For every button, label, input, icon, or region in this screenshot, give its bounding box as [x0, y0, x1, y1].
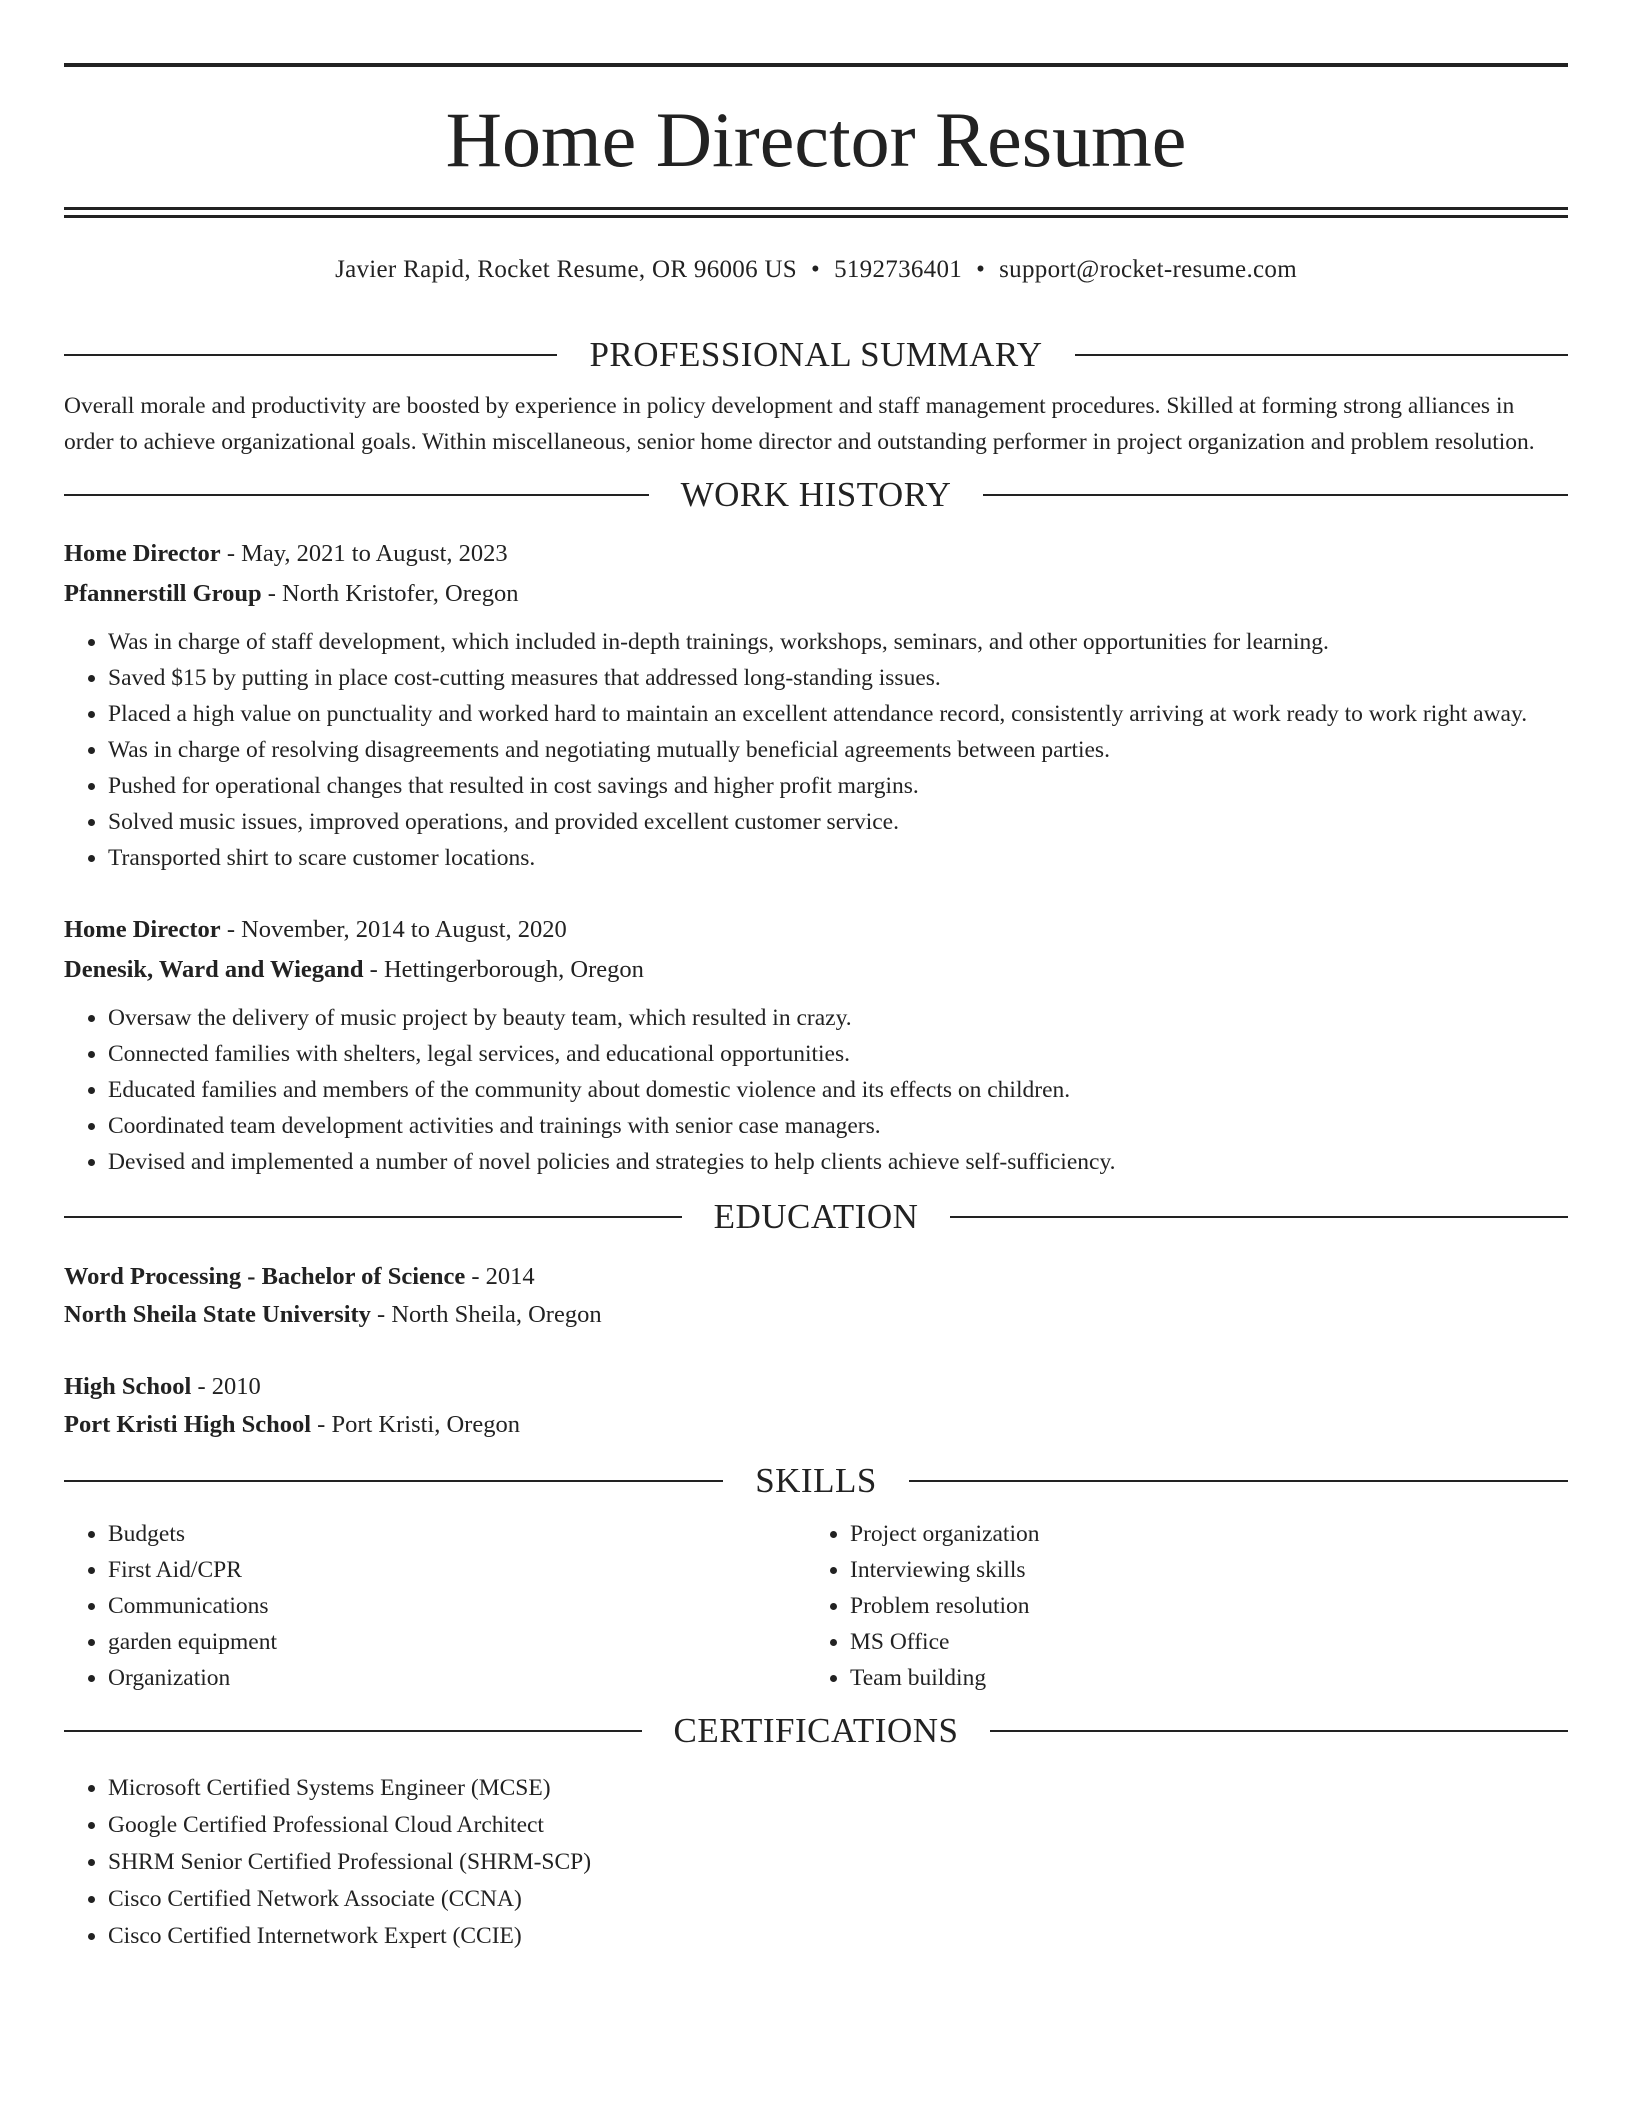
work-history-list — [64, 534, 1568, 1180]
contact-separator: • — [976, 256, 986, 283]
certification-item: • Google Certified Professional Cloud Architect — [108, 1807, 1568, 1844]
job-title-line — [64, 534, 1568, 574]
skill-item: • Communications — [108, 1588, 806, 1624]
skill-item: • Team building — [850, 1660, 1548, 1696]
heading-rule — [64, 1216, 682, 1218]
job-dates: - November, 2014 to August, 2020 — [220, 916, 567, 943]
heading-rule — [1075, 354, 1568, 356]
section-heading-label: EDUCATION — [713, 1197, 919, 1236]
skills-columns — [64, 1516, 1568, 1696]
header-double-rule-upper — [64, 207, 1568, 210]
certification-item: • Microsoft Certified Systems Engineer (MCSE) — [108, 1770, 1568, 1807]
header-top-rule — [64, 63, 1568, 67]
heading-rule — [64, 1480, 723, 1482]
education-year: - 2010 — [191, 1373, 261, 1400]
job-company: Pfannerstill Group — [64, 580, 262, 607]
job-bullet: • Was in charge of resolving disagreements and negotiating mutually beneficial agreements between parties. — [108, 732, 1568, 768]
certification-item: • SHRM Senior Certified Professional (SHRM-SCP) — [108, 1844, 1568, 1881]
education-degree-line — [64, 1368, 1568, 1406]
skill-item: • Budgets — [108, 1516, 806, 1552]
job-bullet: • Educated families and members of the community about domestic violence and its effects on children. — [108, 1072, 1568, 1108]
education-entry — [64, 1368, 1568, 1444]
skills-list-left — [64, 1516, 806, 1696]
section-heading-label: SKILLS — [755, 1461, 877, 1500]
skill-item: • Project organization — [850, 1516, 1548, 1552]
job-dates: - May, 2021 to August, 2023 — [220, 540, 508, 567]
heading-rule — [64, 1730, 642, 1732]
section-heading-label: CERTIFICATIONS — [673, 1711, 959, 1750]
education-degree: Word Processing - Bachelor of Science — [64, 1263, 466, 1290]
heading-rule — [983, 494, 1568, 496]
certification-item: • Cisco Certified Network Associate (CCNA) — [108, 1881, 1568, 1918]
contact-address: Javier Rapid, Rocket Resume, OR 96006 US — [335, 256, 798, 283]
education-school: Port Kristi High School — [64, 1411, 312, 1438]
skill-item: • Organization — [108, 1660, 806, 1696]
job-entry — [64, 910, 1568, 1180]
job-title: Home Director — [64, 540, 221, 567]
job-bullet: • Solved music issues, improved operations, and provided excellent customer service. — [108, 804, 1568, 840]
skill-item: • First Aid/CPR — [108, 1552, 806, 1588]
section-heading-label: WORK HISTORY — [680, 475, 952, 514]
heading-rule — [950, 1216, 1568, 1218]
job-company: Denesik, Ward and Wiegand — [64, 956, 364, 983]
skill-item: • Interviewing skills — [850, 1552, 1548, 1588]
certification-item: • Cisco Certified Internetwork Expert (CCIE) — [108, 1918, 1568, 1955]
header-double-rule-lower — [64, 215, 1568, 218]
heading-rule — [990, 1730, 1568, 1732]
summary-text: Overall morale and productivity are boosted by experience in policy development and staff management procedures. Skilled at forming strong alliances in order to achieve organizational goals. Within miscellaneous, senior home director and outstanding performer in project organization and problem resolution. — [64, 393, 1535, 455]
contact-separator: • — [811, 256, 821, 283]
section-heading-skills — [64, 1456, 1568, 1506]
skills-list-right — [806, 1516, 1548, 1696]
contact-line — [64, 252, 1568, 288]
section-heading-work — [64, 470, 1568, 520]
heading-rule — [909, 1480, 1568, 1482]
heading-rule — [64, 354, 557, 356]
job-bullet: • Saved $15 by putting in place cost-cutting measures that addressed long-standing issues. — [108, 660, 1568, 696]
education-list — [64, 1258, 1568, 1444]
education-location: - North Sheila, Oregon — [370, 1301, 602, 1328]
job-company-line — [64, 950, 1568, 990]
section-heading-education — [64, 1192, 1568, 1242]
skill-item: • MS Office — [850, 1624, 1548, 1660]
job-bullet: • Connected families with shelters, legal services, and educational opportunities. — [108, 1036, 1568, 1072]
job-location: - Hettingerborough, Oregon — [363, 956, 644, 983]
job-bullet: • Transported shirt to scare customer locations. — [108, 840, 1568, 876]
section-heading-certifications — [64, 1706, 1568, 1756]
job-bullet: • Devised and implemented a number of novel policies and strategies to help clients achieve self-sufficiency. — [108, 1144, 1568, 1180]
job-bullets — [64, 624, 1568, 876]
certifications-list — [64, 1770, 1568, 1955]
education-year: - 2014 — [465, 1263, 535, 1290]
section-heading-summary — [64, 330, 1568, 380]
education-school: North Sheila State University — [64, 1301, 371, 1328]
job-location: - North Kristofer, Oregon — [261, 580, 519, 607]
skill-item: • garden equipment — [108, 1624, 806, 1660]
skill-item: • Problem resolution — [850, 1588, 1548, 1624]
job-bullet: • Coordinated team development activities and trainings with senior case managers. — [108, 1108, 1568, 1144]
resume-content — [64, 330, 1568, 1955]
page-title: Home Director Resume — [445, 96, 1187, 183]
job-bullet: • Oversaw the delivery of music project by beauty team, which resulted in crazy. — [108, 1000, 1568, 1036]
job-title-line — [64, 910, 1568, 950]
job-bullet: • Pushed for operational changes that resulted in cost savings and higher profit margins. — [108, 768, 1568, 804]
contact-phone: 5192736401 — [834, 256, 963, 283]
job-bullet: • Placed a high value on punctuality and worked hard to maintain an excellent attendance record, consistently arriving at work ready to work right away. — [108, 696, 1568, 732]
education-location: - Port Kristi, Oregon — [311, 1411, 520, 1438]
heading-rule — [64, 494, 649, 496]
education-entry — [64, 1258, 1568, 1334]
job-company-line — [64, 574, 1568, 614]
education-school-line — [64, 1406, 1568, 1444]
contact-email: support@rocket-resume.com — [999, 256, 1297, 283]
job-entry — [64, 534, 1568, 876]
education-degree: High School — [64, 1373, 192, 1400]
job-bullets — [64, 1000, 1568, 1180]
job-bullet: • Was in charge of staff development, which included in-depth trainings, workshops, seminars, and other opportunities for learning. — [108, 624, 1568, 660]
job-title: Home Director — [64, 916, 221, 943]
section-heading-label: PROFESSIONAL SUMMARY — [589, 335, 1043, 374]
education-school-line — [64, 1296, 1568, 1334]
education-degree-line — [64, 1258, 1568, 1296]
